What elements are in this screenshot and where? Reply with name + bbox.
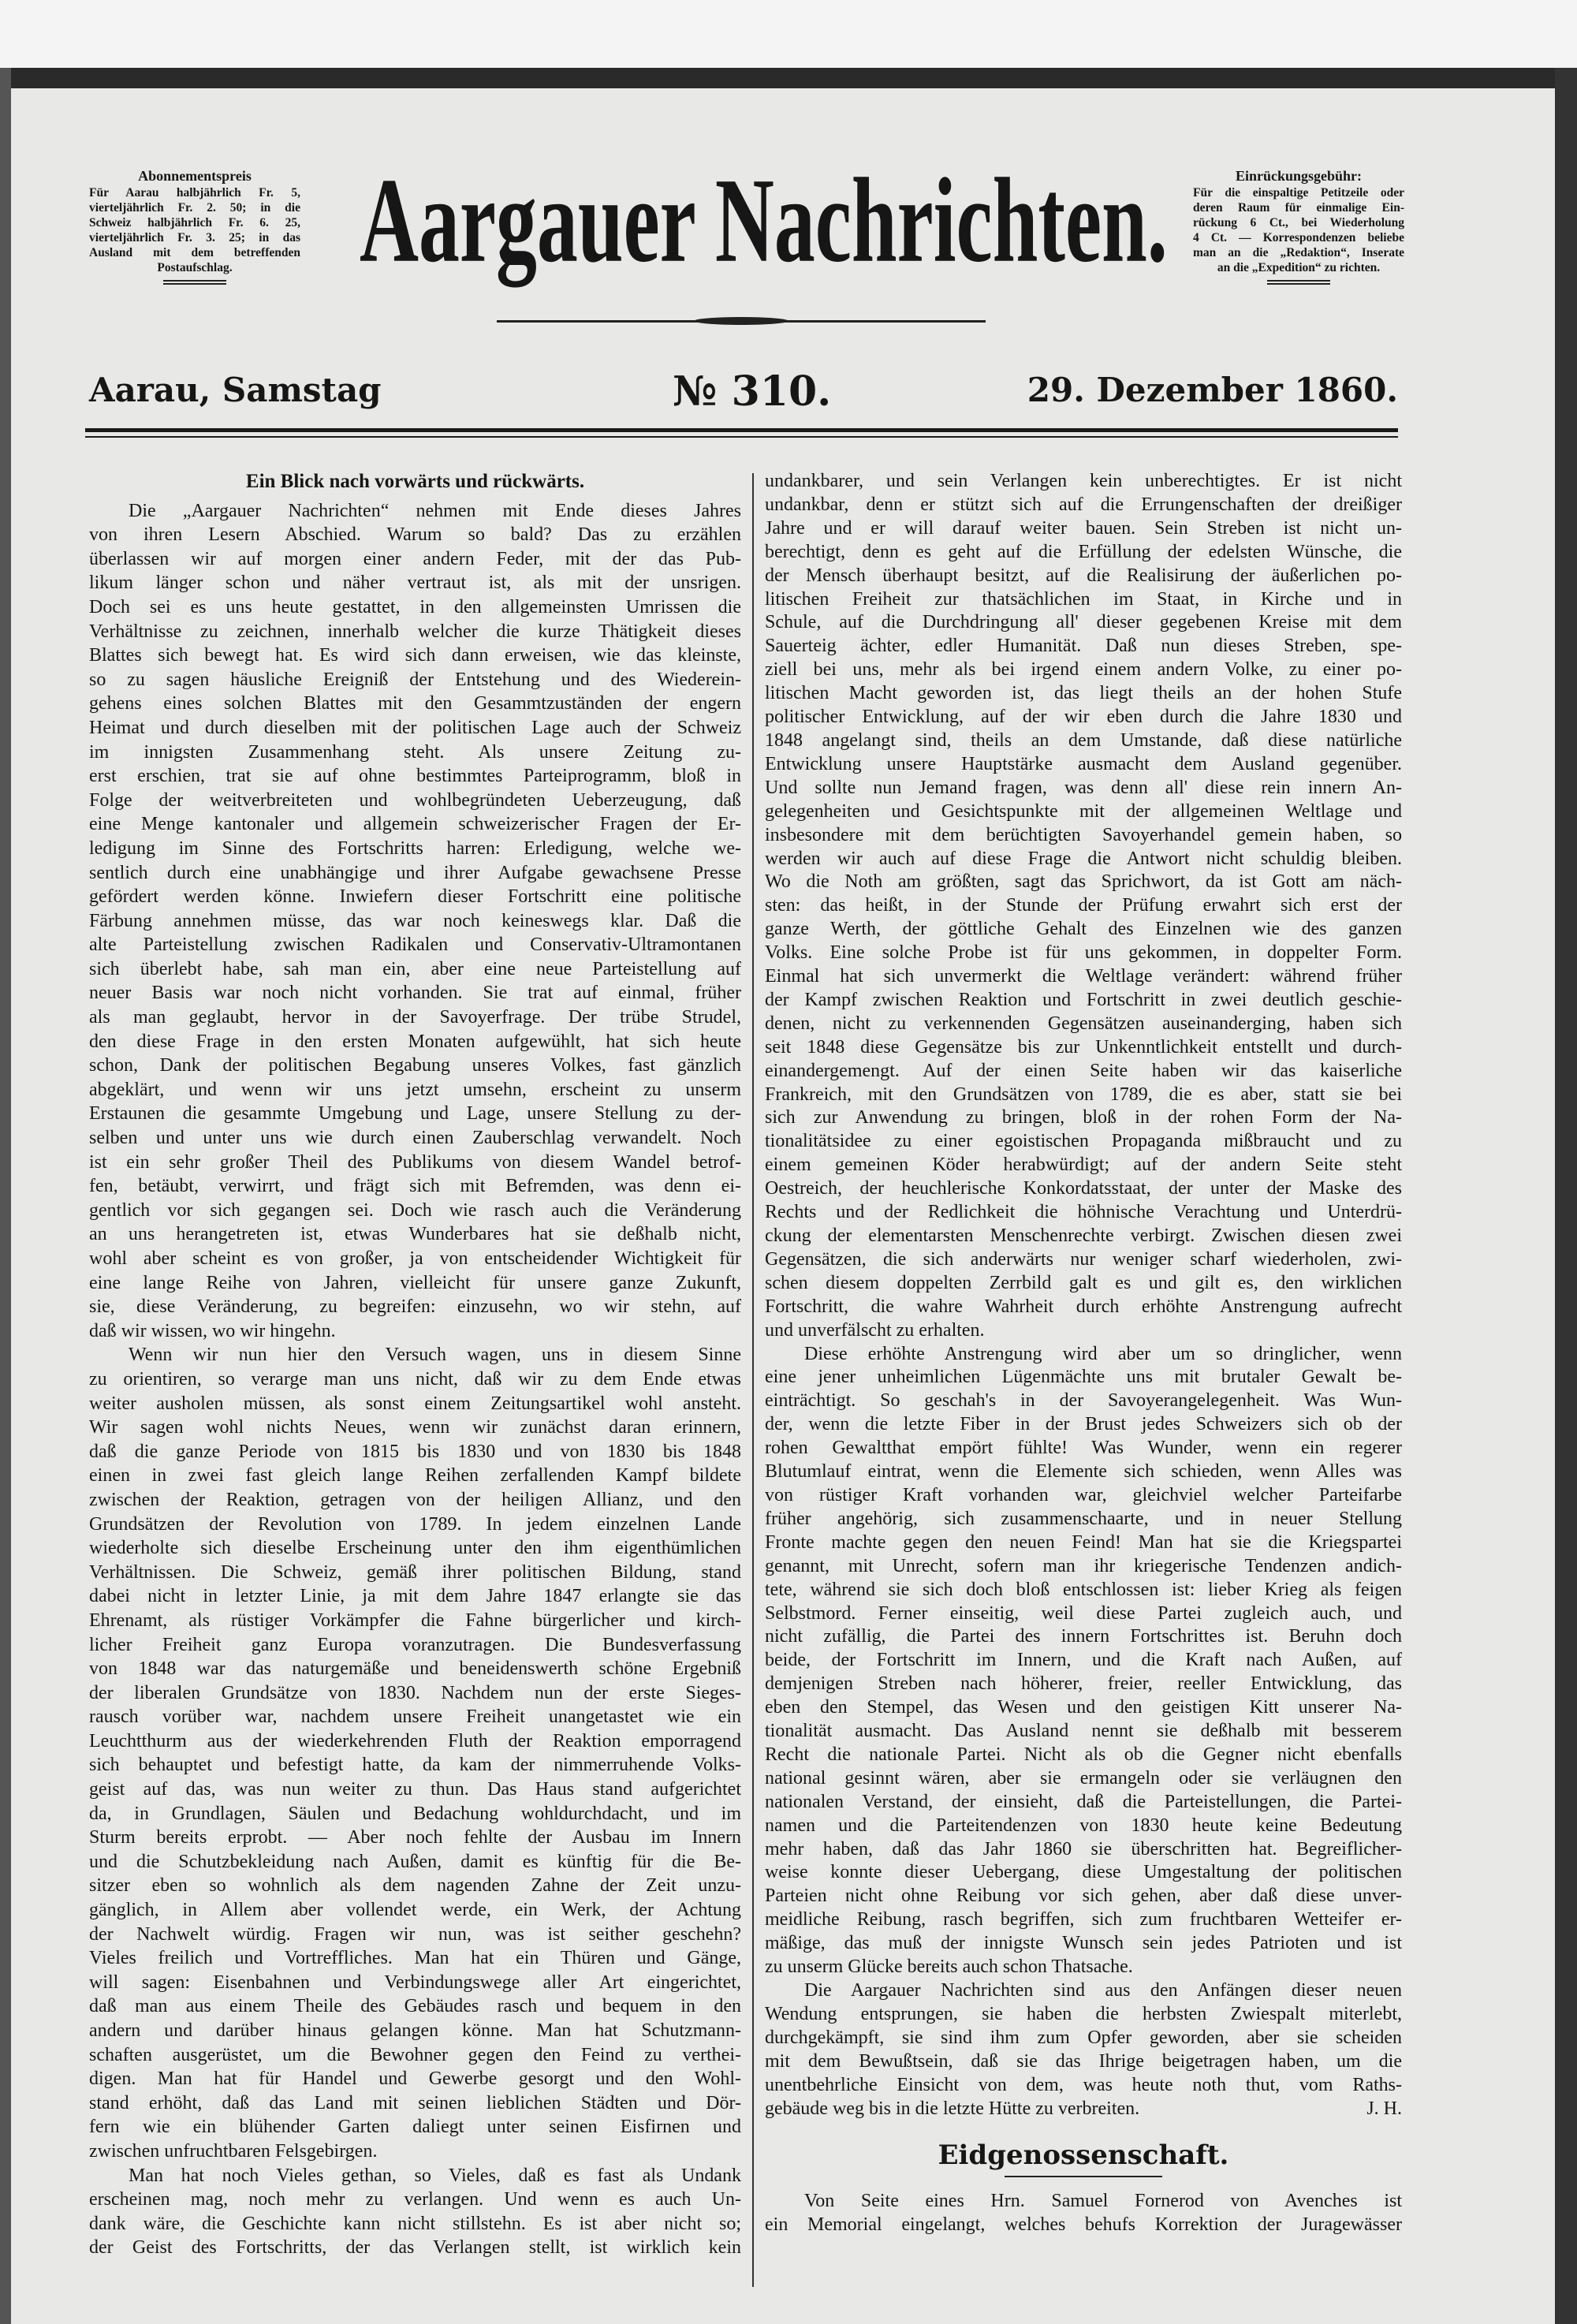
text-line: Rechts und der Redlichkeit die höhnische Verachtung und Unterdrü- — [765, 1202, 1402, 1223]
text-line: Doch sei es uns heute gestattet, in den allgemeinsten Umrissen die — [89, 596, 741, 617]
scan-edge-right — [1555, 68, 1577, 2324]
text-line: erscheinen mag, noch mehr zu verlangen. Und wenn es auch Un- — [89, 2189, 741, 2210]
article-title: Ein Blick nach vorwärts und rückwärts. — [245, 471, 585, 492]
text-line: nationalen Verstand, der einsieht, daß die Parteistellungen, die Partei- — [765, 1791, 1402, 1812]
text-line: schen diesem doppelten Zerrbild galt es und gilt es, den wirklichen — [765, 1272, 1402, 1293]
text-line: Oestreich, der heuchlerische Konkordatsstaat, der unter der Maske des — [765, 1178, 1402, 1199]
text-line: undankbar, denn er stützt sich auf die Errungenschaften der dreißiger — [765, 494, 1402, 515]
text-line: beide, der Fortschritt im Innern, und die Kraft nach Außen, auf — [765, 1650, 1402, 1671]
text-line: dabei nicht in letzter Linie, ja mit dem Jahre 1847 erlangte sie das — [89, 1586, 741, 1607]
ornamental-rule — [497, 320, 986, 323]
box-line: vierteljährlich Fr. 2. 50; in die — [89, 201, 300, 214]
text-line: daß die ganze Periode von 1815 bis 1830 und von 1830 bis 1848 — [89, 1441, 741, 1462]
text-line: national gesinnt wären, aber sie ermangeln oder sie verläugnen den — [765, 1767, 1402, 1789]
text-line: Und sollte nun Jemand fragen, was denn all' diese rein innern An- — [765, 777, 1402, 798]
text-line: so zu sagen häusliche Ereigniß der Entstehung und des Wiederein- — [89, 669, 741, 690]
text-line: wiederholte sich dieselbe Erscheinung unter den ihm eigenthümlichen — [89, 1538, 741, 1559]
text-line: Man hat noch Vieles gethan, so Vieles, daß es fast als Undank — [129, 2165, 741, 2186]
text-line: neuer Basis war noch nicht vorhanden. Sie trat auf einmal, früher — [89, 983, 741, 1004]
text-line: da, in Grundlagen, Säulen und Bedachung wohldurchdacht, und im — [89, 1803, 741, 1824]
text-line: Die „Aargauer Nachrichten“ nehmen mit Ende dieses Jahres — [129, 500, 741, 521]
text-line — [765, 2098, 1402, 2121]
text-line: seit 1848 diese Gegensätze bis zur Unkenntlichkeit entstellt und durch- — [765, 1036, 1402, 1058]
place-day: Aarau, Samstag — [89, 371, 382, 409]
text-line: Folge der weitverbreiteten und wohlbegründeten Ueberzeugung, daß — [89, 789, 741, 811]
text-line: mäßige, das muß der innigste Wunsch sein jedes Patrioten und ist — [765, 1933, 1402, 1954]
text-line: Blattes sich bewegt hat. Es wird sich dann erweisen, wie das kleinste, — [89, 645, 741, 666]
text-line: digen. Man hat für Handel und Gewerbe gesorgt und den Wohl- — [89, 2068, 741, 2090]
paragraph — [765, 1979, 1402, 2121]
text-line: eben den Stempel, das Wesen und den geistigen Kitt unserer Na- — [765, 1697, 1402, 1718]
text-line: ist ein sehr großer Theil des Publikums von diesem Wandel betrof- — [89, 1151, 741, 1173]
text-line: Blutumlauf eintrat, wenn die Elemente sich schieden, wenn Alles was — [765, 1461, 1402, 1483]
text-line: geist auf das, was nun weiter zu thun. Das Haus stand aufgerichtet — [89, 1779, 741, 1800]
text-line: gehens eines solchen Blattes mit den Gesammtzuständen der engern — [89, 693, 741, 714]
text-line: Jahre und er will darauf weiter bauen. Sein Streben ist nicht un- — [765, 517, 1402, 539]
text-line: sten: das heißt, in der Stunde der Prüfung erwahrt sich erst der — [765, 895, 1402, 916]
text-line: weiter ausholen müssen, als sonst einem Zeitungsartikel wohl ansteht. — [89, 1393, 741, 1414]
text-line: Sauerteig ächter, edler Humanität. Daß nun dieses Streben, spe- — [765, 636, 1402, 657]
scan-edge-left — [0, 68, 11, 2324]
text-line: Färbung annehmen müsse, das war noch keineswegs klar. Daß die — [89, 910, 741, 931]
text-line: an uns herangetreten ist, etwas Wunderbares hat sie deßhalb nicht, — [89, 1224, 741, 1245]
text-line: einem gemeinen Köder herabwürdigt; auf der andern Seite steht — [765, 1155, 1402, 1176]
text-line: rohen Gewaltthat empört fühlte! Was Wunder, wenn ein regerer — [765, 1438, 1402, 1459]
text-line: Diese erhöhte Anstrengung wird aber um so dringlicher, wenn — [804, 1343, 1402, 1364]
text-line: Fronte machte gegen den neuen Feind! Man hat sie die Kriegspartei — [765, 1531, 1402, 1553]
text-line: zwischen der Reaktion, getragen von der heiligen Allianz, und den — [89, 1489, 741, 1510]
box-line: Ausland mit dem betreffenden — [89, 246, 300, 259]
double-rule — [85, 428, 1398, 438]
text-line: gefördert werden könne. Inwiefern dieser Fortschritt eine politische — [89, 886, 741, 908]
text-line: Schule, auf die Durchdringung all' dieser gegebenen Kreise mit dem — [765, 612, 1402, 633]
text-line: sich behauptet und befestigt hatte, da kam der nimmerruhende Volks- — [89, 1755, 741, 1776]
text-line: litischen Macht geworden ist, das liegt theils an der hohen Stufe — [765, 683, 1402, 704]
paragraph — [89, 1343, 741, 2163]
text-line: ganze Werth, der göttliche Gehalt des Einzelnen wie des ganzen — [765, 919, 1402, 940]
text-line: tionalitätsidee zu einer egoistischen Propaganda mißbraucht und zu — [765, 1131, 1402, 1152]
text-line: der Mensch überhaupt besitzt, auf die Realisirung der äußerlichen po- — [765, 565, 1402, 586]
issue-date: 29. Dezember 1860. — [1027, 371, 1398, 409]
text-line: der Kampf zwischen Reaktion und Fortschritt in zwei deutlich geschie- — [765, 989, 1402, 1010]
text-line: werden wir auch auf diese Frage die Antwort nicht schuldig bleiben. — [765, 848, 1402, 869]
section-heading-text: Eidgenossenschaft. — [938, 2139, 1229, 2172]
text-line: ckung der elementarsten Menschenrechte verbirgt. Zwischen diesen zwei — [765, 1225, 1402, 1246]
text-line: Volks. Eine solche Probe ist für uns gekommen, in doppelter Form. — [765, 942, 1402, 964]
text-line: alte Parteistellung zwischen Radikalen und Conservativ-Ultramontanen — [89, 934, 741, 956]
text-line: Wenn wir nun hier den Versuch wagen, uns in diesem Sinne — [129, 1345, 741, 1366]
text-line: unentbehrliche Einsicht von dem, was heute noth thut, vom Raths- — [765, 2074, 1402, 2095]
insertion-fee-box — [1193, 169, 1404, 285]
text-line: gänglich, in Allem aber vollendet werde, ein Werk, der Achtung — [89, 1900, 741, 1921]
text-line: und die Schutzbekleidung nach Außen, damit es künftig für die Be- — [89, 1851, 741, 1872]
box-line: man an die „Redaktion“, Inserate — [1193, 246, 1404, 259]
box-line: Für Aarau halbjährlich Fr. 5, — [89, 186, 300, 200]
dateline — [89, 367, 1398, 416]
text-line: politischer Entwicklung, auf der wir eben durch die Jahre 1830 und — [765, 707, 1402, 728]
box-line: deren Raum für einmalige Ein- — [1193, 201, 1404, 214]
section-heading — [765, 2139, 1402, 2177]
text-line: will sagen: Eisenbahnen und Verbindungswege aller Art eingerichtet, — [89, 1971, 741, 1993]
paragraph — [765, 470, 1402, 1343]
text-line: dank wäre, die Geschichte kann nicht stillstehn. Es ist aber nicht so; — [89, 2213, 741, 2234]
text-line: Verhältnisse zu zeichnen, innerhalb welcher die kurze Thätigkeit dieses — [89, 621, 741, 642]
text-line: licher Freiheit ganz Europa voranzutragen. Die Bundesverfassung — [89, 1634, 741, 1655]
author-signature: J. H. — [1366, 2098, 1402, 2119]
box-line: Schweiz halbjährlich Fr. 6. 25, — [89, 216, 300, 229]
text-line: wohl aber scheint es von großer, ja von entscheidender Wichtigkeit für — [89, 1248, 741, 1269]
text-line: der, wenn die letzte Fiber in der Brust jedes Schweizers sich ob der — [765, 1414, 1402, 1435]
text-line: Leuchtthurm aus der wiederkehrenden Fluth der Reaktion emporragend — [89, 1730, 741, 1751]
text-line: Fortschritt, die wahre Wahrheit durch erhöhte Anstrengung aufrecht — [765, 1296, 1402, 1317]
box-line: Für die einspaltige Petitzeile oder — [1193, 186, 1404, 200]
text-line: Sturm bereits erprobt. — Aber noch fehlte der Ausbau im Innern — [89, 1827, 741, 1848]
text-line: Heimat und durch dieselben mit der politischen Lage auch der Schweiz — [89, 717, 741, 738]
text-line: durchgekämpft, sie sind ihm zum Opfer geworden, aber sie scheiden — [765, 2027, 1402, 2048]
box-line: an die „Expedition“ zu richten. — [1217, 261, 1381, 274]
text-line: weise konnte dieser Uebergang, diese Umgestaltung der politischen — [765, 1862, 1402, 1883]
text-line: gentlich vor sich gegangen sei. Doch wie rasch auch die Veränderung — [89, 1199, 741, 1221]
text-line: demjenigen Streben nach höherer, freier, reeller Entwicklung, das — [765, 1673, 1402, 1695]
left-column — [89, 470, 741, 2260]
text-line: im innigsten Zusammenhang steht. Als unsere Zeitung zu- — [89, 741, 741, 763]
text-line: den diese Frage in den ersten Monaten aufgewühlt, hat sich heute — [89, 1031, 741, 1052]
paragraph — [89, 2164, 741, 2260]
text-line: Wo die Noth am größten, sagt das Sprichwort, da ist Gott am näch- — [765, 871, 1402, 893]
text-line: zu unserm Glücke bereits auch schon Thatsache. — [765, 1957, 1133, 1978]
text-line: Ehrenamt, als rüstiger Vorkämpfer die Fahne bürgerlicher und kirch- — [89, 1610, 741, 1631]
text-line: insbesondere mit dem berüchtigten Savoyerhandel gemein haben, so — [765, 824, 1402, 845]
text-line: erst erschien, trat sie auf ohne bestimmtes Parteiprogramm, bloß in — [89, 766, 741, 787]
issue-number: № 310. — [673, 367, 832, 416]
text-line: genannt, mit Unrecht, sofern man ihr kriegerische Tendenzen andich- — [765, 1555, 1402, 1576]
text-line: überlassen wir auf morgen einer andern Feder, mit der das Pub- — [89, 548, 741, 569]
insertion-heading: Einrückungsgebühr: — [1235, 168, 1363, 184]
text-line: ziell bei uns, mehr als bei irgend einem andern Volke, zu einer po- — [765, 659, 1402, 681]
text-line: Die Aargauer Nachrichten sind aus den Anfängen dieser neuen — [804, 1980, 1402, 2001]
text-line: tionalität ausmacht. Das Ausland nennt sie deßhalb mit besserem — [765, 1721, 1402, 1742]
text-line: Parteien nicht ohne Reibung vor sich gehen, aber daß diese unver- — [765, 1886, 1402, 1907]
text-line: sich zur Anwendung zu bringen, bloß in der rohen Form der Na- — [765, 1107, 1402, 1128]
text-line: Wir sagen wohl nichts Neues, wenn wir zunächst daran erinnern, — [89, 1417, 741, 1438]
text-line: Von Seite eines Hrn. Samuel Fornerod von Avenches ist — [804, 2191, 1402, 2212]
text-line: einträchtigt. So geschah's in der Savoyerangelegenheit. Was Wun- — [765, 1390, 1402, 1412]
text-line: Frankreich, mit den Grundsätzen von 1789, die es aber, statt sie bei — [765, 1084, 1402, 1105]
text-line: eine lange Reihe von Jahren, vielleicht für unsere ganze Zukunft, — [89, 1272, 741, 1293]
text-line: ein Memorial eingelangt, welches behufs Korrektion der Juragewässer — [765, 2214, 1402, 2236]
text-line: stand erhöht, daß das Land mit seinen lieblichen Städten und Dör- — [89, 2092, 741, 2113]
text-line: Einmal hat sich unvermerkt die Weltlage verändert: während früher — [765, 966, 1402, 987]
text-line: gebäude weg bis in die letzte Hütte zu verbreiten. — [765, 2098, 1140, 2119]
text-line: einen in zwei fast gleich lange Reihen zerfallenden Kampf bildete — [89, 1465, 741, 1487]
text-line: nicht zufällig, die Partei des innern Fortschrittes ist. Beruhn doch — [765, 1626, 1402, 1647]
box-line: 4 Ct. — Korrespondenzen beliebe — [1193, 231, 1404, 244]
text-line: sentlich durch eine unabhängige und ihrer Aufgabe gewachsene Presse — [89, 862, 741, 883]
text-line: schon, Dank der politischen Begabung unseres Volkes, fast gänzlich — [89, 1055, 741, 1076]
scan-margin — [0, 0, 1577, 68]
text-line: abgeklärt, und wenn wir uns jetzt umsehn, erscheint zu unserm — [89, 1079, 741, 1100]
text-line: 1848 angelangt sind, theils an dem Umstande, daß diese natürliche — [765, 729, 1402, 751]
text-line: Selbstmord. Ferner einseitig, weil diese Partei zugleich auch, und — [765, 1602, 1402, 1624]
box-rule — [1267, 280, 1330, 285]
text-line: Grundsätzen der Revolution von 1789. In jedem einzelnen Lande — [89, 1513, 741, 1535]
text-line: als man geglaubt, hervor in der Savoyerfrage. Der trübe Strudel, — [89, 1007, 741, 1028]
text-line: einandergemengt. Auf der einen Seite haben wir das kaiserliche — [765, 1060, 1402, 1081]
right-column — [765, 470, 1402, 2237]
text-line: daß man aus einem Theile des Gebäudes rasch und bequem in den — [89, 1996, 741, 2017]
text-line: undankbarer, und sein Verlangen kein unberechtigtes. Er ist nicht — [765, 471, 1402, 491]
text-line: meidliche Reibung, rasch begriffen, sich zum fruchtbaren Wetteifer er- — [765, 1909, 1402, 1930]
text-line: der liberalen Grundsätze von 1830. Nachdem nun der erste Sieges- — [89, 1682, 741, 1703]
box-rule — [163, 280, 226, 285]
subscription-price-box — [89, 169, 300, 285]
text-line: sich überlebt habe, sah man ein, aber eine neue Parteistellung auf — [89, 958, 741, 979]
text-line: sie, diese Veränderung, zu begreifen: einzusehn, wo wir stehn, auf — [89, 1296, 741, 1318]
text-line: mit dem Bewußtsein, daß sie das Ihrige beigetragen haben, um die — [765, 2050, 1402, 2072]
text-line: Vieles freilich und Vortreffliches. Man hat ein Thüren und Gänge, — [89, 1948, 741, 1969]
text-line: von rüstiger Kraft vorhanden war, gleichviel welcher Parteifarbe — [765, 1484, 1402, 1505]
text-line: Wendung entsprungen, sie haben die herbsten Zwiespalt miterlebt, — [765, 2003, 1402, 2024]
paragraph — [765, 1343, 1402, 1979]
text-line: litischen Freiheit zur thatsächlichen im Staat, in Kirche und in — [765, 588, 1402, 610]
text-line: gelegenheiten und Gesichtspunkte mit der allgemeinen Weltlage und — [765, 800, 1402, 822]
text-line: zwischen unfruchtbaren Felsgebirgen. — [89, 2140, 378, 2162]
text-line: Erstaunen die gesammte Umgebung und Lage, unsere Stellung zu der- — [89, 1103, 741, 1125]
text-line: Recht die nationale Partei. Nicht als ob die Gegner nicht ebenfalls — [765, 1744, 1402, 1765]
text-line: und unverfälscht zu erhalten. — [765, 1319, 985, 1341]
text-line: Verhältnissen. Die Schweiz, gemäß ihrer politischen Bildung, stand — [89, 1561, 741, 1583]
text-line: likum länger schon und näher vertraut ist, als mit der unsrigen. — [89, 573, 741, 594]
text-line: selben und unter uns wie durch einen Zauberschlag verwandelt. Noch — [89, 1128, 741, 1149]
box-line: Postaufschlag. — [157, 261, 233, 274]
text-line: früher angehörig, sich zusammenschaarte, und in neuer Stellung — [765, 1508, 1402, 1529]
text-line: fern wie ein blühender Garten daliegt unter seinen Eisfirnen und — [89, 2117, 741, 2138]
text-line: eine Menge kantonaler und allgemein schweizerischer Fragen der Er- — [89, 814, 741, 835]
text-line: denen, nicht zu verkennenden Gegensätzen auseinanderging, haben sich — [765, 1013, 1402, 1034]
box-line: rückung 6 Ct., bei Wiederholung — [1193, 216, 1404, 229]
text-line: berechtigt, denn es geht auf die Erfüllung der edelsten Wünsche, die — [765, 541, 1402, 562]
text-line: Gegensätzen, die sich anderwärts nur weniger scharf wiederholen, zwi- — [765, 1248, 1402, 1270]
text-line: der Nachwelt würdig. Fragen wir nun, was ist seither geschehn? — [89, 1923, 741, 1945]
text-line: sitzer eben so wohnlich als dem nagenden Zahne der Zeit unzu- — [89, 1875, 741, 1897]
column-divider — [752, 473, 754, 2287]
text-line: der Geist des Fortschritts, der das Verlangen stellt, ist wirklich kein — [89, 2237, 741, 2259]
text-line: andern und darüber hinaus gelangen könne. Man hat Schutzmann- — [89, 2020, 741, 2041]
text-line: schaften ausgerüstet, um die Bewohner gegen den Feind zu verthei- — [89, 2044, 741, 2065]
text-line: mehr haben, daß das Jahr 1860 sie überschritten hat. Begreiflicher- — [765, 1838, 1402, 1860]
subscription-heading: Abonnementspreis — [138, 168, 252, 184]
box-line: vierteljährlich Fr. 3. 25; in das — [89, 231, 300, 244]
heading-rule — [1005, 2176, 1162, 2177]
text-line: zu orientiren, so verarge man uns nicht, daß wir zu dem Ende etwas — [89, 1368, 741, 1390]
text-line: von ihren Lesern Abschied. Warum so bald? Das zu erzählen — [89, 524, 741, 546]
text-line: von 1848 war das naturgemäße und beneidenswerth schöne Ergebniß — [89, 1658, 741, 1680]
paragraph — [89, 499, 741, 1344]
text-line: eine jener unheimlichen Lügenmächte uns mit brutaler Gewalt be- — [765, 1367, 1402, 1388]
text-line: daß wir wissen, wo wir hingehn. — [89, 1320, 336, 1341]
text-line: ledigung im Sinne des Fortschritts harren: Erledigung, welche we- — [89, 837, 741, 859]
text-line: Entwicklung unsere Hauptstärke ausmacht dem Ausland gegenüber. — [765, 753, 1402, 774]
masthead-title: Aargauer Nachrichten. — [360, 153, 1168, 288]
text-line: fen, betäubt, verwirrt, und frägt sich mit Befremden, was denn ei- — [89, 1176, 741, 1197]
text-line: rausch vorüber war, nachdem unsere Freiheit unangetastet wie ein — [89, 1707, 741, 1728]
text-line: tete, während sie sich doch bloß entschlossen ist: lieber Krieg als feigen — [765, 1579, 1402, 1600]
text-line: namen und die Parteitendenzen von 1830 heute keine Bedeutung — [765, 1815, 1402, 1836]
